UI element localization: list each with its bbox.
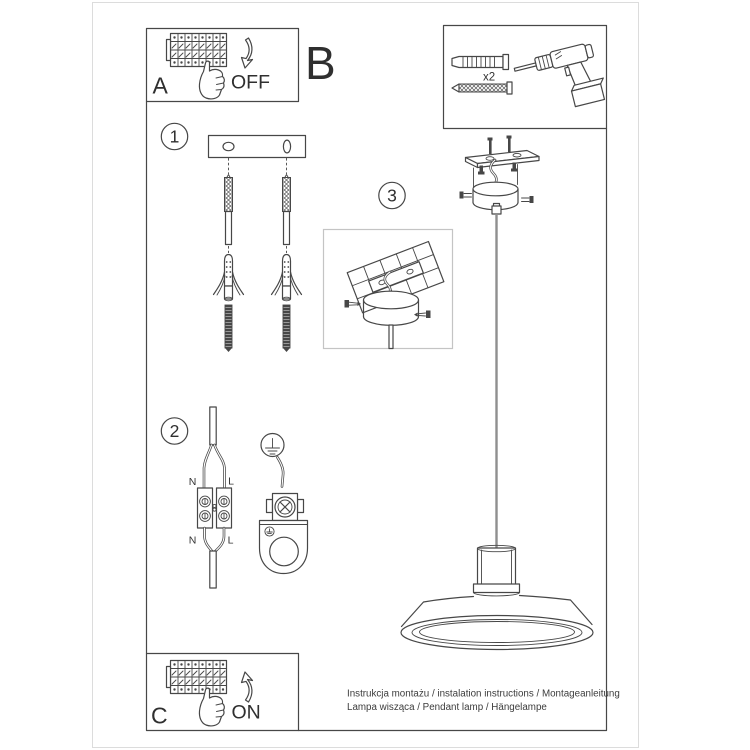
section-b-label: B	[305, 37, 336, 89]
screw-and-plug-left	[214, 158, 244, 352]
pendant-lamp-assembly	[401, 136, 593, 650]
lamp-holder-cap-icon	[260, 521, 308, 574]
step3-number: 3	[387, 185, 397, 206]
wall-plug-icon	[452, 55, 509, 70]
earth-wire	[278, 458, 284, 487]
footer-captions	[347, 689, 620, 714]
footer-line2: Lampa wisząca / Pendant lamp / Hängelampe	[347, 702, 547, 713]
pendant-shade-icon	[401, 545, 593, 649]
step2-wiring	[161, 407, 307, 588]
ceiling-screws	[488, 136, 512, 155]
anchor-count-label: x2	[483, 71, 496, 84]
lamp-cable	[210, 551, 216, 588]
step2-number: 2	[169, 421, 180, 441]
footer-line1: Instrukcja montażu / instalation instructions / Montageanleitung	[347, 688, 620, 700]
step3-canopy	[324, 182, 453, 348]
wire-label-bottom-l: L	[227, 534, 234, 547]
ceiling-canopy-icon	[364, 291, 419, 348]
wire-label-bottom-n: N	[188, 534, 197, 547]
canopy-side-screw-right-icon	[522, 196, 534, 203]
supply-wires	[204, 445, 225, 488]
terminal-block-icon	[198, 488, 232, 528]
lamp-wires	[205, 528, 225, 552]
layout-frame	[147, 26, 607, 731]
step1-drilling	[161, 123, 305, 352]
screw-icon	[452, 82, 512, 94]
step1-number: 1	[169, 126, 180, 147]
screw-and-plug-right	[272, 158, 302, 352]
wire-label-top-n: N	[188, 476, 197, 488]
earth-symbol-icon	[261, 434, 284, 457]
canopy-main-icon	[473, 182, 518, 214]
earth-terminal-icon	[267, 494, 304, 521]
mounting-bracket-icon	[209, 136, 306, 158]
side-screw-right-icon	[414, 311, 431, 319]
wire-label-top-l: L	[228, 475, 234, 488]
canopy-side-screw-left-icon	[460, 192, 472, 199]
panel-c-state: ON	[231, 701, 261, 724]
panel-a-state: OFF	[231, 71, 270, 94]
step3-inset-box	[324, 230, 453, 349]
panel-c-label: C	[151, 702, 168, 729]
supply-cable	[210, 407, 216, 445]
panel-a-label: A	[152, 72, 168, 99]
